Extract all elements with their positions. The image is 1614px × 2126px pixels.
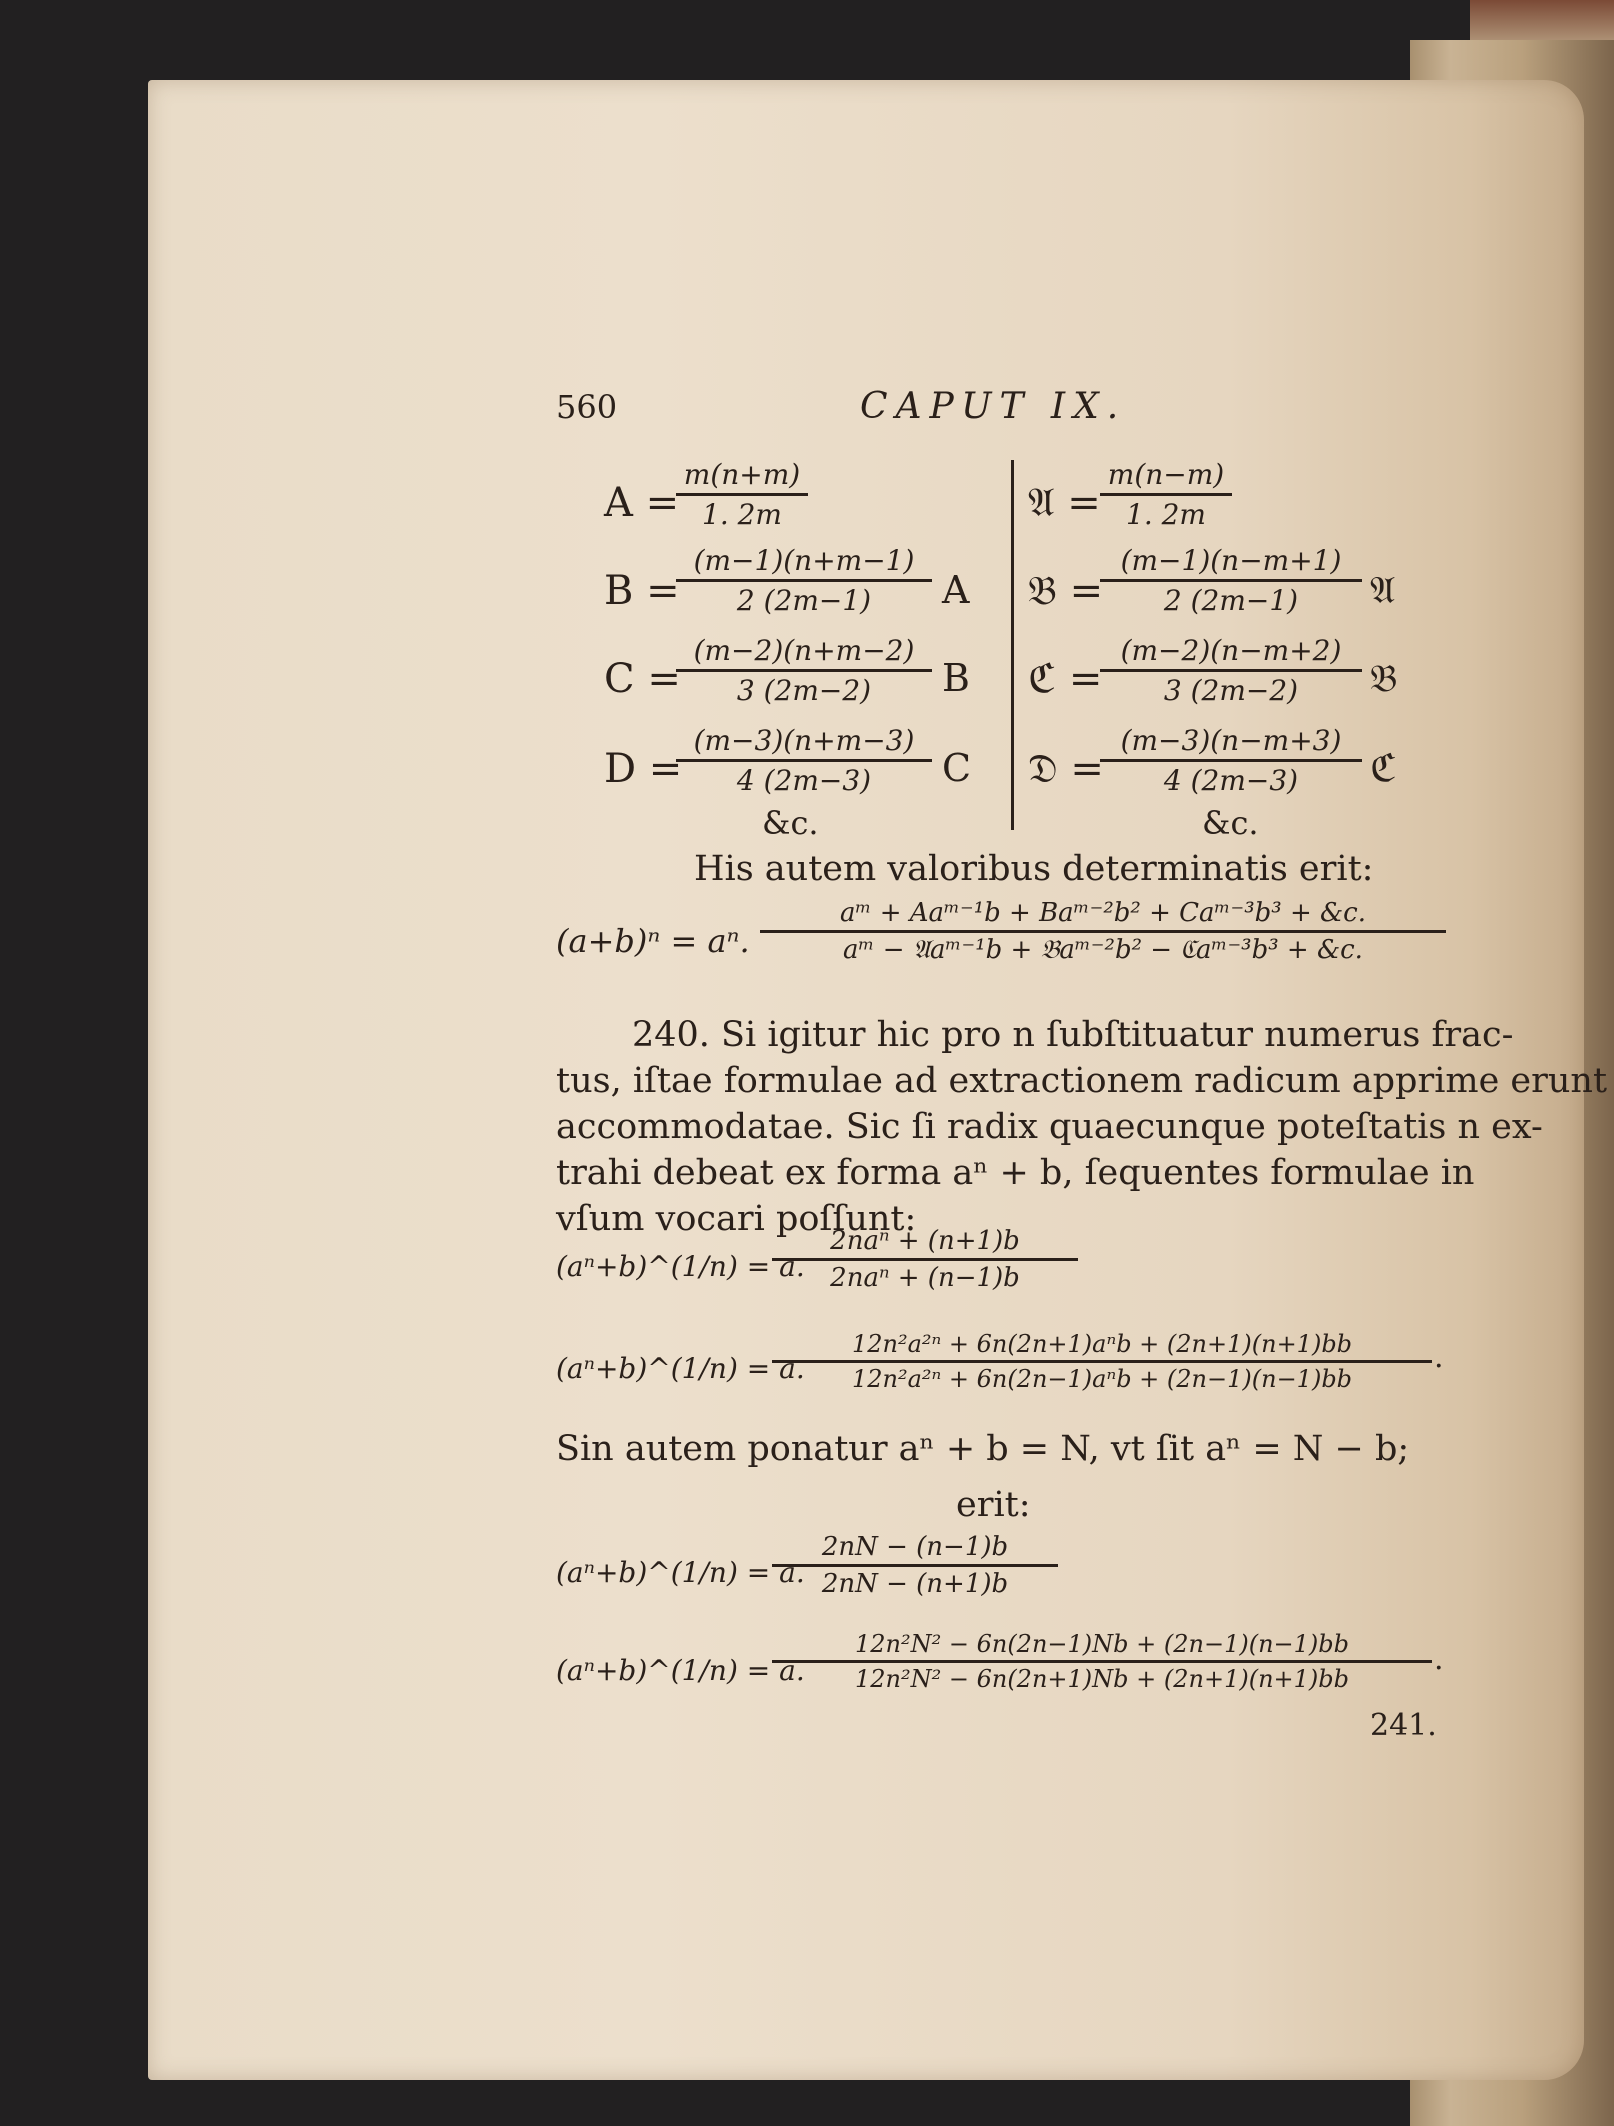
paragraph-240 (556, 1012, 1608, 1242)
left-etc: &c. (762, 804, 819, 842)
fraction-numerator: 2nN − (n−1)b (772, 1532, 1058, 1567)
coefficient-fraction (676, 634, 932, 707)
fraction-numerator: m(n−m) (1100, 458, 1232, 496)
formula-fraction (772, 1226, 1078, 1293)
fraction-numerator: m(n+m) (676, 458, 808, 496)
coefficient-fraction (1100, 544, 1362, 617)
fraction-denominator: 12n²a²ⁿ + 6n(2n−1)aⁿb + (2n−1)(n−1)bb (851, 1365, 1353, 1393)
coefficient-fraction (1100, 634, 1362, 707)
coefficient-fraction (676, 458, 808, 531)
coefficient-label: C = (604, 656, 681, 702)
formula-fraction (772, 1532, 1058, 1599)
fraction-denominator: 2naⁿ + (n−1)b (830, 1263, 1020, 1293)
formula-tail: . (1434, 1642, 1444, 1677)
coefficient-label: D = (604, 746, 683, 792)
formula-tail: . (1434, 1340, 1444, 1375)
coefficient-suffix: B (942, 656, 970, 700)
formula-lhs: (aⁿ+b)^(1/n) = a. (556, 1556, 805, 1589)
fraction-denominator: aᵐ − 𝔄aᵐ⁻¹b + 𝔅aᵐ⁻²b² − ℭaᵐ⁻³b³ + &c. (843, 935, 1363, 965)
erit-line: erit: (956, 1485, 1031, 1525)
fraction-numerator: aᵐ + Aaᵐ⁻¹b + Baᵐ⁻²b² + Caᵐ⁻³b³ + &c. (760, 898, 1446, 933)
fraction-numerator: 2naⁿ + (n+1)b (772, 1226, 1078, 1261)
coefficient-fraction (1100, 458, 1232, 531)
coefficient-suffix: A (942, 568, 970, 612)
fraction-numerator: (m−1)(n+m−1) (676, 544, 932, 582)
paragraph-line: tus, iſtae formulae ad extractionem radicum apprime erunt (556, 1061, 1608, 1101)
coefficient-label: A = (604, 480, 680, 526)
fraction-numerator: (m−3)(n+m−3) (676, 724, 932, 762)
fraction-denominator: 1. 2m (702, 498, 782, 531)
formula-fraction (760, 898, 1446, 966)
fraction-numerator: (m−2)(n−m+2) (1100, 634, 1362, 672)
formula-fraction (772, 1630, 1432, 1693)
paragraph-line: 240. Si igitur hic pro n ſubſtituatur numerus frac- (632, 1015, 1514, 1055)
formula-lhs: (aⁿ+b)^(1/n) = a. (556, 1250, 805, 1283)
fraction-numerator: (m−1)(n−m+1) (1100, 544, 1362, 582)
paragraph-line: accommodatae. Sic ſi radix quaecunque poteſtatis n ex- (556, 1107, 1543, 1147)
coefficient-label: 𝔄 = (1028, 480, 1101, 526)
fraction-denominator: 3 (2m−2) (736, 674, 872, 707)
formula-lhs: (aⁿ+b)^(1/n) = a. (556, 1352, 805, 1385)
page-number: 560 (556, 388, 618, 426)
coefficient-suffix: 𝔄 (1370, 568, 1396, 612)
fraction-numerator: (m−2)(n+m−2) (676, 634, 932, 672)
paragraph-line: trahi debeat ex forma aⁿ + b, ſequentes formulae in (556, 1153, 1475, 1193)
catchword: 241. (1370, 1708, 1437, 1743)
fraction-denominator: 1. 2m (1126, 498, 1206, 531)
fraction-numerator: (m−3)(n−m+3) (1100, 724, 1362, 762)
coefficient-fraction (676, 544, 932, 617)
formula-lhs: (a+b)ⁿ = aⁿ. (556, 922, 750, 960)
fraction-denominator: 3 (2m−2) (1163, 674, 1299, 707)
sin-line: Sin autem ponatur aⁿ + b = N, vt ſit aⁿ = N − b; (556, 1429, 1410, 1469)
running-title: CAPUT IX. (860, 386, 1127, 427)
coefficient-fraction (676, 724, 932, 797)
right-etc: &c. (1202, 804, 1259, 842)
fraction-denominator: 2nN − (n+1)b (821, 1569, 1009, 1599)
formula-lhs: (aⁿ+b)^(1/n) = a. (556, 1654, 805, 1687)
intro-line: His autem valoribus determinatis erit: (694, 849, 1374, 889)
coefficient-suffix: 𝔅 (1370, 656, 1398, 700)
fraction-denominator: 2 (2m−1) (1163, 584, 1299, 617)
paragraph-line: vſum vocari poſſunt: (556, 1199, 917, 1239)
fraction-numerator: 12n²N² − 6n(2n−1)Nb + (2n−1)(n−1)bb (772, 1630, 1432, 1663)
coefficient-label: 𝔇 = (1028, 746, 1104, 792)
coefficient-suffix: ℭ (1370, 746, 1397, 790)
coefficient-label: ℭ = (1028, 656, 1103, 702)
fraction-denominator: 4 (2m−3) (1163, 764, 1299, 797)
coefficient-label: 𝔅 = (1028, 568, 1104, 614)
fraction-denominator: 2 (2m−1) (736, 584, 872, 617)
fraction-numerator: 12n²a²ⁿ + 6n(2n+1)aⁿb + (2n+1)(n+1)bb (772, 1330, 1432, 1363)
fraction-denominator: 12n²N² − 6n(2n+1)Nb + (2n+1)(n+1)bb (854, 1665, 1349, 1693)
coefficient-suffix: C (942, 746, 972, 790)
coefficient-fraction (1100, 724, 1362, 797)
formula-fraction (772, 1330, 1432, 1393)
coefficient-label: B = (604, 568, 680, 614)
column-divider (1011, 460, 1014, 830)
fraction-denominator: 4 (2m−3) (736, 764, 872, 797)
